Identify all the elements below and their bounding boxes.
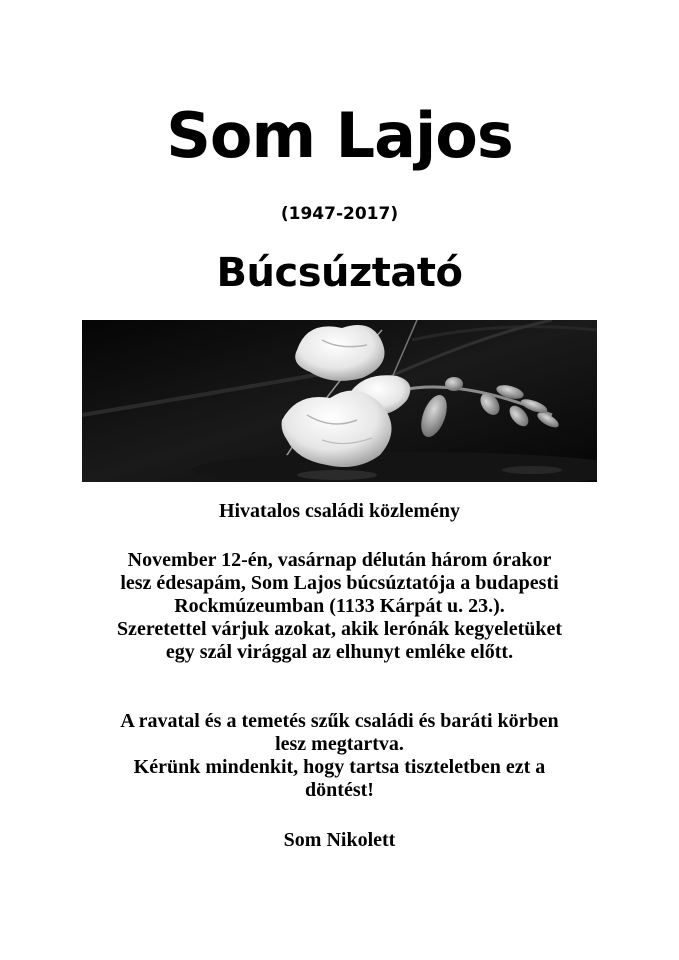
signature: Som Nikolett: [283, 829, 396, 851]
paragraph-line: Kérünk mindenkit, hogy tartsa tiszteletben ezt a: [133, 756, 546, 778]
paragraph-line: Rockmúzeumban (1133 Kárpát u. 23.).: [174, 595, 505, 617]
freesia-flowers-image: [82, 320, 597, 482]
paragraph-line: döntést!: [305, 779, 374, 801]
paragraph-line: November 12-én, vasárnap délután három órakor: [127, 549, 552, 571]
paragraph-line: lesz édesapám, Som Lajos búcsúztatója a budapesti: [120, 572, 559, 594]
paragraph-line: lesz megtartva.: [275, 733, 404, 755]
notice-title: Búcsúztató: [216, 250, 463, 296]
funeral-paragraph: [40, 710, 639, 802]
ceremony-paragraph: [40, 549, 639, 664]
notice-heading: Hivatalos családi közlemény: [218, 500, 461, 522]
flower-photo: [82, 320, 597, 482]
deceased-name: Som Lajos: [166, 99, 513, 172]
life-years: (1947-2017): [280, 204, 399, 224]
paragraph-line: A ravatal és a temetés szűk családi és baráti körben: [120, 710, 559, 732]
paragraph-line: egy szál virággal az elhunyt emléke előtt.: [165, 641, 514, 663]
paragraph-line: Szeretettel várjuk azokat, akik lerónák kegyeletüket: [116, 618, 563, 640]
